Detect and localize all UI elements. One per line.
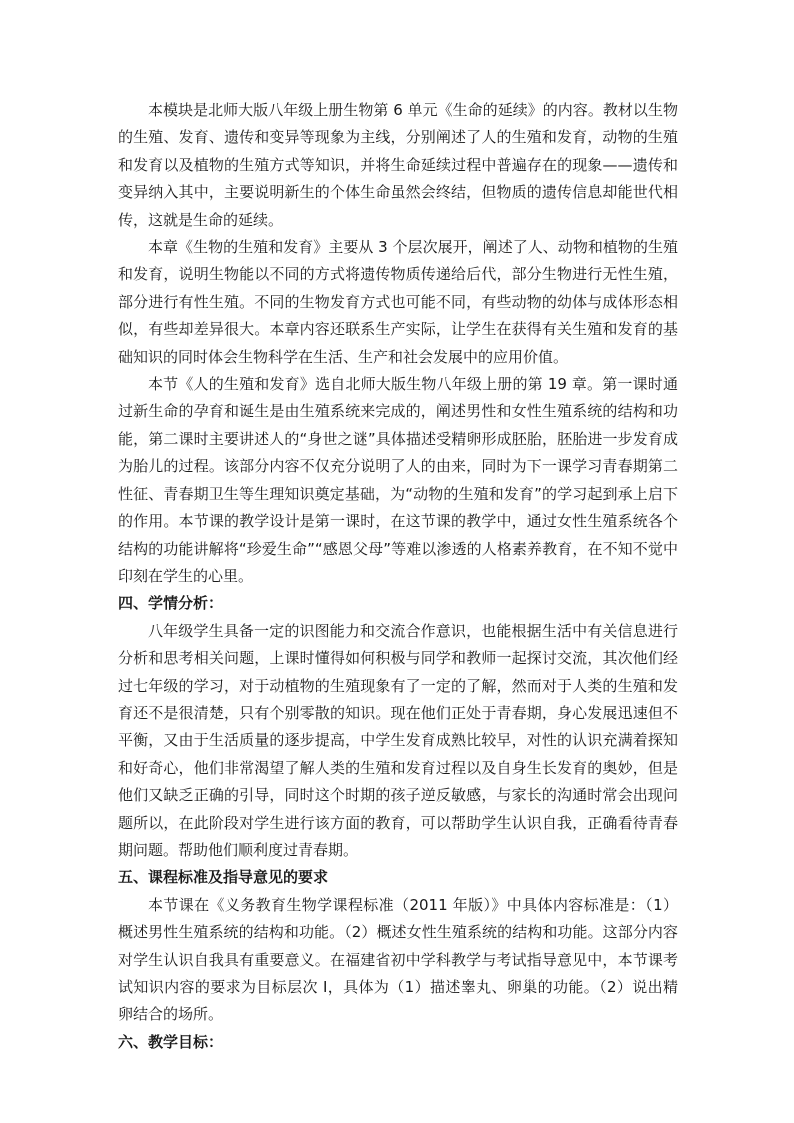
paragraph-student-analysis: 八年级学生具备一定的识图能力和交流合作意识，也能根据生活中有关信息进行分析和思考相关问题，上课时懂得如何积极与同学和教师一起探讨交流，其次他们经过七年级的学习，对于动植物的生殖现象有了一定的了解，然而对于人类的生殖和发育还不是很清楚，只有个别零散的知识。现在他们正处于青春期，身心发展迅速但不平衡，又由于生活质量的逐步提高，中学生发育成熟比较早，对性的认识充满着探知和好奇心，他们非常渴望了解人类的生殖和发育过程以及自身生长发育的奥妙，但是他们又缺乏正确的引导，同时这个时期的孩子逆反敏感，与家长的沟通时常会出现问题所以，在此阶段对学生进行该方面的教育，可以帮助学生认识自我，正确看待青春期问题。帮助他们顺利度过青春期。	[118, 621, 678, 859]
heading-curriculum-standards: 五、课程标准及指导意见的要求	[118, 868, 329, 887]
heading-student-analysis: 四、学情分析：	[118, 594, 224, 613]
heading-teaching-goals: 六、教学目标：	[118, 1032, 224, 1051]
paragraph-curriculum-standards: 本节课在《义务教育生物学课程标准（2011 年版）》中具体内容标准是：（1）概述男性生殖系统的结构和功能。（2）概述女性生殖系统的结构和功能。这部分内容对学生认识自我具有重要意义。在福建省初中学科教学与考试指导意见中，本节课考试知识内容的要求为目标层次 I，具体为（1）描述睾丸、卵巢的功能。（2）说出精卵结合的场所。	[118, 895, 678, 1024]
paragraph-section-intro: 本节《人的生殖和发育》选自北师大版生物八年级上册的第 19 章。第一课时通过新生命的孕育和诞生是由生殖系统来完成的，阐述男性和女性生殖系统的结构和功能，第二课时主要讲述人的“身世之谜”具体描述受精卵形成胚胎，胚胎进一步发育成为胎儿的过程。该部分内容不仅充分说明了人的由来，同时为下一课学习青春期第二性征、青春期卫生等生理知识奠定基础，为“动物的生殖和发育”的学习起到承上启下的作用。本节课的教学设计是第一课时，在这节课的教学中，通过女性生殖系统各个结构的功能讲解将“珍爱生命”“感恩父母”等难以渗透的人格素养教育，在不知不觉中印刻在学生的心里。	[118, 375, 678, 585]
paragraph-module-intro: 本模块是北师大版八年级上册生物第 6 单元《生命的延续》的内容。教材以生物的生殖、发育、遗传和变异等现象为主线，分别阐述了人的生殖和发育，动物的生殖和发育以及植物的生殖方式等知识，并将生命延续过程中普遍存在的现象——遗传和变异纳入其中，主要说明新生的个体生命虽然会终结，但物质的遗传信息却能世代相传，这就是生命的延续。	[118, 101, 678, 229]
paragraph-chapter-intro: 本章《生物的生殖和发育》主要从 3 个层次展开，阐述了人、动物和植物的生殖和发育，说明生物能以不同的方式将遗传物质传递给后代，部分生物进行无性生殖，部分进行有性生殖。不同的生物发育方式也可能不同，有些动物的幼体与成体形态相似，有些却差异很大。本章内容还联系生产实际，让学生在获得有关生殖和发育的基础知识的同时体会生物科学在生活、生产和社会发展中的应用价值。	[118, 238, 678, 366]
